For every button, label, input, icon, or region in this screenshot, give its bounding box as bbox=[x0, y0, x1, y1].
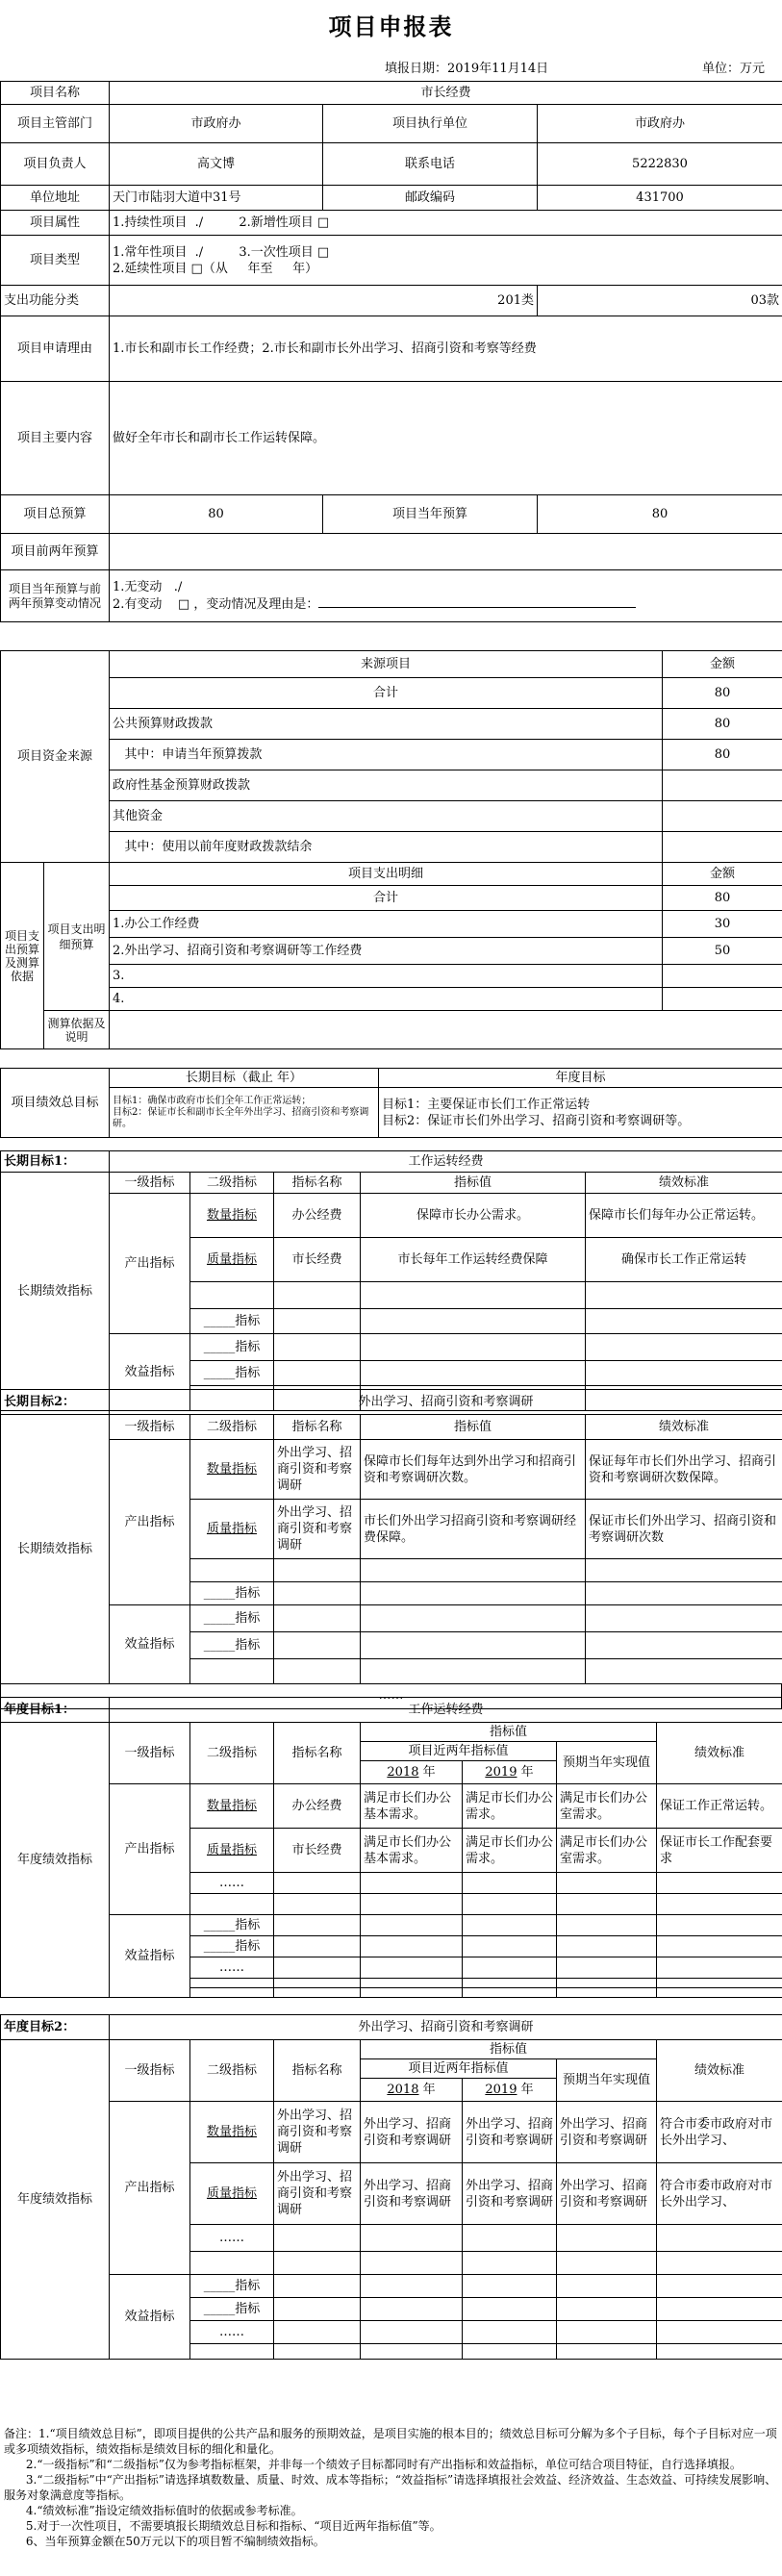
qual-indicator: 质量指标 bbox=[190, 1500, 274, 1559]
total-budget-label: 项目总预算 bbox=[1, 495, 110, 534]
nian: 年 bbox=[422, 2083, 436, 2097]
addr-label: 单位地址 bbox=[1, 186, 110, 211]
cell: 满足市长们办公基本需求。 bbox=[361, 1784, 463, 1829]
h-year-2018 bbox=[361, 1761, 463, 1784]
benefit-indicator: 效益指标 bbox=[110, 1334, 190, 1411]
funding-row: 其中：使用以前年度财政拨款结余 bbox=[110, 832, 663, 863]
funding-amount bbox=[663, 801, 782, 832]
nian: 年 bbox=[422, 1765, 436, 1780]
cell: 外出学习、招商引资和考察调研 bbox=[361, 2102, 463, 2163]
expense-row: 1.办公工作经费 bbox=[110, 911, 663, 938]
h-level2: 二级指标 bbox=[190, 1415, 274, 1440]
func-kuan: 03款 bbox=[538, 286, 782, 316]
h-year-2019 bbox=[463, 1761, 557, 1784]
type-value bbox=[110, 236, 782, 286]
long-goal-1: 目标1：确保市政府市长们全年工作正常运转； bbox=[113, 1095, 312, 1106]
year-goal-2: 目标2：保证市长们外出学习、招商引资和考察调研等。 bbox=[382, 1113, 691, 1128]
cell: 保障市长们每年达到外出学习和招商引资和考察调研次数。 bbox=[361, 1440, 586, 1500]
h-value: 指标值 bbox=[361, 2040, 657, 2059]
h-expect: 预期当年实现值 bbox=[557, 2059, 657, 2102]
funding-row: 其中：申请当年预算拨款 bbox=[110, 740, 663, 770]
year-2018: 2018 bbox=[387, 2083, 419, 2097]
blank-indicator: _____指标 bbox=[190, 1632, 274, 1659]
output-indicator: 产出指标 bbox=[110, 2102, 190, 2275]
qty-indicator: 数量指标 bbox=[190, 1194, 274, 1238]
h-level2: 二级指标 bbox=[190, 1173, 274, 1194]
leader-label: 项目负责人 bbox=[1, 143, 110, 186]
h-standard: 绩效标准 bbox=[657, 2040, 782, 2102]
h-indicator-name: 指标名称 bbox=[274, 1723, 361, 1784]
expense-amount bbox=[663, 965, 782, 988]
project-name-value: 市长经费 bbox=[110, 82, 782, 105]
cell: 外出学习、招商引资和考察调研 bbox=[463, 2163, 557, 2225]
cell: 满足市长们办公基本需求。 bbox=[361, 1829, 463, 1873]
qty-indicator: 数量指标 bbox=[190, 2102, 274, 2163]
cell: 外出学习、招商引资和考察调研 bbox=[361, 2163, 463, 2225]
h-standard: 绩效标准 bbox=[586, 1173, 782, 1194]
funding-row: 公共预算财政拨款 bbox=[110, 709, 663, 740]
content-value: 做好全年市长和副市长工作运转保障。 bbox=[110, 382, 782, 495]
expense-table bbox=[0, 862, 782, 1049]
goals-table bbox=[0, 1068, 782, 1138]
funding-amount: 80 bbox=[663, 678, 782, 709]
ellipsis: …… bbox=[190, 1873, 274, 1894]
cell: 市长经费 bbox=[274, 1829, 361, 1873]
zip-label: 邮政编码 bbox=[323, 186, 538, 211]
benefit-indicator: 效益指标 bbox=[110, 2275, 190, 2360]
h-level1: 一级指标 bbox=[110, 2040, 190, 2102]
cell: 外出学习、招商引资和考察调研 bbox=[463, 2102, 557, 2163]
h-standard: 绩效标准 bbox=[657, 1723, 782, 1784]
expense-row: 2.外出学习、招商引资和考察调研等工作经费 bbox=[110, 938, 663, 965]
year-2018: 2018 bbox=[387, 1765, 419, 1780]
long-goal-1-name: 工作运转经费 bbox=[110, 1151, 782, 1173]
qual-indicator: 质量指标 bbox=[190, 1238, 274, 1282]
funding-head-amount: 金额 bbox=[663, 651, 782, 678]
note-2: 2.“一级指标”和“二级指标”仅为参考指标框架，并非每一个绩效子目标都同时有产出指标和效益指标，单位可结合项目特征，自行选择填报。 bbox=[4, 2458, 742, 2471]
cell: 外出学习、招商引资和考察调研 bbox=[274, 1440, 361, 1500]
cell: 满足市长们办公室需求。 bbox=[557, 1829, 657, 1873]
h-standard: 绩效标准 bbox=[586, 1415, 782, 1440]
year-goal-1-side: 年度绩效指标 bbox=[1, 1723, 110, 1998]
blank-indicator: _____指标 bbox=[190, 1582, 274, 1605]
note-1: 备注：1.“项目绩效总目标”，即项目提供的公共产品和服务的预期效益，是项目实施的根本目的；绩效总目标可分解为多个子目标，每个子目标对应一项或多项绩效指标，绩效指标是绩效目标的细化和量化。 bbox=[4, 2427, 777, 2456]
exec-value: 市政府办 bbox=[538, 105, 782, 143]
fill-date: 填报日期：2019年11月14日 bbox=[385, 62, 549, 76]
benefit-indicator: 效益指标 bbox=[110, 1605, 190, 1684]
year-goal-head: 年度目标 bbox=[379, 1069, 782, 1088]
long-goal-2-side: 长期绩效指标 bbox=[1, 1415, 110, 1684]
cell: 市长们外出学习招商引资和考察调研经费保障。 bbox=[361, 1500, 586, 1559]
year-goal-1: 目标1：主要保证市长们工作正常运转 bbox=[382, 1097, 591, 1112]
year-goal-2-name: 外出学习、招商引资和考察调研 bbox=[110, 2015, 782, 2040]
expense-row: 3. bbox=[110, 965, 663, 988]
expense-sub-label: 项目支出明细预算 bbox=[44, 863, 110, 1011]
cell: 市长每年工作运转经费保障 bbox=[361, 1238, 586, 1282]
cell: 保证市长们外出学习、招商引资和考察调研次数 bbox=[586, 1500, 782, 1559]
output-indicator: 产出指标 bbox=[110, 1440, 190, 1605]
change-reason-blank bbox=[318, 595, 636, 608]
h-value: 指标值 bbox=[361, 1723, 657, 1742]
qual-indicator: 质量指标 bbox=[190, 1829, 274, 1873]
long-goal-2-name: 外出学习、招商引资和考察调研 bbox=[110, 1390, 782, 1415]
year-goal-1-table bbox=[0, 1697, 782, 1998]
cell: 保障市长们每年办公正常运转。 bbox=[586, 1194, 782, 1238]
h-expect: 预期当年实现值 bbox=[557, 1742, 657, 1784]
funding-amount: 80 bbox=[663, 709, 782, 740]
note-4: 4.“绩效标准”指设定绩效指标值时的依据或参考标准。 bbox=[4, 2504, 303, 2517]
blank-indicator: _____指标 bbox=[190, 2275, 274, 2298]
cell: 保证工作正常运转。 bbox=[657, 1784, 782, 1829]
cell: 保障市长办公需求。 bbox=[361, 1194, 586, 1238]
long-goal-1-side: 长期绩效指标 bbox=[1, 1173, 110, 1411]
benefit-indicator: 效益指标 bbox=[110, 1915, 190, 1998]
long-goal-1-table bbox=[0, 1150, 782, 1411]
year-goal-text bbox=[379, 1088, 782, 1138]
h-level1: 一级指标 bbox=[110, 1723, 190, 1784]
long-goal-1-head: 长期目标1： bbox=[1, 1151, 110, 1173]
blank-indicator: _____指标 bbox=[190, 2298, 274, 2321]
change-line-2 bbox=[113, 595, 779, 613]
long-goal-2-table bbox=[0, 1389, 782, 1684]
blank-indicator: _____指标 bbox=[190, 1309, 274, 1334]
change-line-1: 1.无变动 ./ bbox=[113, 580, 183, 594]
cell: 外出学习、招商引资和考察调研 bbox=[557, 2102, 657, 2163]
goals-label: 项目绩效总目标 bbox=[1, 1069, 110, 1138]
output-indicator: 产出指标 bbox=[110, 1784, 190, 1915]
cell: 外出学习、招商引资和考察调研 bbox=[274, 1500, 361, 1559]
h-level2: 二级指标 bbox=[190, 1723, 274, 1784]
cell: 外出学习、招商引资和考察调研 bbox=[274, 2102, 361, 2163]
expense-amount: 30 bbox=[663, 911, 782, 938]
blank-indicator: _____指标 bbox=[190, 1361, 274, 1386]
nian: 年 bbox=[520, 1765, 534, 1780]
cell: 满足市长们办公需求。 bbox=[463, 1784, 557, 1829]
h-year-2019 bbox=[463, 2079, 557, 2102]
expense-amount: 80 bbox=[663, 886, 782, 911]
func-class: 201类 bbox=[110, 286, 538, 316]
change-line-2-text: 2.有变动 □ ，变动情况及理由是： bbox=[113, 597, 319, 612]
expense-head-detail: 项目支出明细 bbox=[110, 863, 663, 886]
expense-row: 合计 bbox=[110, 886, 663, 911]
notes bbox=[4, 2426, 778, 2549]
year-goal-2-side: 年度绩效指标 bbox=[1, 2040, 110, 2360]
type-line-2: 2.延续性项目 □（从 年至 年） bbox=[113, 261, 318, 276]
change-label: 项目当年预算与前两年预算变动情况 bbox=[1, 570, 110, 622]
func-label: 支出功能分类 bbox=[1, 286, 110, 316]
h-level1: 一级指标 bbox=[110, 1173, 190, 1194]
funding-amount: 80 bbox=[663, 740, 782, 770]
ellipsis: …… bbox=[190, 1957, 274, 1979]
calc-basis-label: 测算依据及说明 bbox=[44, 1011, 110, 1049]
phone-value: 5222830 bbox=[538, 143, 782, 186]
total-budget-value: 80 bbox=[110, 495, 323, 534]
h-year-2018 bbox=[361, 2079, 463, 2102]
nian: 年 bbox=[520, 2083, 534, 2097]
type-line-1: 1.常年性项目 ./ 3.一次性项目 □ bbox=[113, 244, 330, 260]
funding-row: 政府性基金预算财政拨款 bbox=[110, 770, 663, 801]
cell: 保证每年市长们外出学习、招商引资和考察调研次数保障。 bbox=[586, 1440, 782, 1500]
blank-indicator: _____指标 bbox=[190, 1936, 274, 1957]
funding-label: 项目资金来源 bbox=[1, 651, 110, 863]
h-recent: 项目近两年指标值 bbox=[361, 2059, 557, 2079]
blank-indicator: _____指标 bbox=[190, 1605, 274, 1632]
note-3: 3.“二级指标”中“产出指标”请选择填数数量、质量、时效、成本等指标；“效益指标”请选择填报社会效益、经济效益、生态效益、可持续发展影响、服务对象满意度等指标。 bbox=[4, 2473, 777, 2502]
blank-indicator: _____指标 bbox=[190, 1915, 274, 1936]
funding-row: 其他资金 bbox=[110, 801, 663, 832]
h-indicator-value: 指标值 bbox=[361, 1173, 586, 1194]
dept-label: 项目主管部门 bbox=[1, 105, 110, 143]
year-2019: 2019 bbox=[485, 2083, 517, 2097]
h-indicator-value: 指标值 bbox=[361, 1415, 586, 1440]
reason-label: 项目申请理由 bbox=[1, 316, 110, 382]
cell: 外出学习、招商引资和考察调研 bbox=[557, 2163, 657, 2225]
qty-indicator: 数量指标 bbox=[190, 1440, 274, 1500]
h-indicator-name: 指标名称 bbox=[274, 1415, 361, 1440]
long-goal-head: 长期目标（截止 年） bbox=[110, 1069, 379, 1088]
phone-label: 联系电话 bbox=[323, 143, 538, 186]
cell: 确保市长工作正常运转 bbox=[586, 1238, 782, 1282]
long-goal-text bbox=[110, 1088, 379, 1138]
basic-info-table bbox=[0, 81, 782, 622]
h-recent: 项目近两年指标值 bbox=[361, 1742, 557, 1761]
cell: 满足市长们办公需求。 bbox=[463, 1829, 557, 1873]
leader-value: 高文博 bbox=[110, 143, 323, 186]
long-goal-2-head: 长期目标2： bbox=[1, 1390, 110, 1415]
content-label: 项目主要内容 bbox=[1, 382, 110, 495]
calc-basis-value bbox=[110, 1011, 782, 1049]
funding-amount bbox=[663, 832, 782, 863]
h-indicator-name: 指标名称 bbox=[274, 2040, 361, 2102]
year-goal-2-head: 年度目标2： bbox=[1, 2015, 110, 2040]
cell: 满足市长们办公室需求。 bbox=[557, 1784, 657, 1829]
long-goal-2: 目标2：保证市长和副市长全年外出学习、招商引资和考察调研。 bbox=[113, 1106, 369, 1129]
funding-head-source: 来源项目 bbox=[110, 651, 663, 678]
attr-value: 1.持续性项目 ./ 2.新增性项目 □ bbox=[110, 211, 782, 236]
exec-label: 项目执行单位 bbox=[323, 105, 538, 143]
cell: 符合市委市政府对市长外出学习、 bbox=[657, 2163, 782, 2225]
project-name-label: 项目名称 bbox=[1, 82, 110, 105]
year-goal-2-table bbox=[0, 2014, 782, 2360]
attr-label: 项目属性 bbox=[1, 211, 110, 236]
year-goal-1-head: 年度目标1： bbox=[1, 1698, 110, 1723]
prev2-budget-label: 项目前两年预算 bbox=[1, 534, 110, 570]
expense-label: 项目支出预算及测算依据 bbox=[1, 863, 44, 1049]
note-5: 5.对于一次性项目，不需要填报长期绩效总目标和指标、“项目近两年指标值”等。 bbox=[4, 2519, 441, 2533]
expense-head-amount: 金额 bbox=[663, 863, 782, 886]
note-6: 6、当年预算金额在50万元以下的项目暂不编制绩效指标。 bbox=[4, 2535, 325, 2548]
reason-value: 1.市长和副市长工作经费；2.市长和副市长外出学习、招商引资和考察等经费 bbox=[110, 316, 782, 382]
funding-amount bbox=[663, 770, 782, 801]
cell: 外出学习、招商引资和考察调研 bbox=[274, 2163, 361, 2225]
zip-value: 431700 bbox=[538, 186, 782, 211]
funding-table bbox=[0, 650, 782, 863]
funding-row: 合计 bbox=[110, 678, 663, 709]
h-level1: 一级指标 bbox=[110, 1415, 190, 1440]
unit-label: 单位：万元 bbox=[702, 62, 766, 76]
expense-amount: 50 bbox=[663, 938, 782, 965]
cell: 市长经费 bbox=[274, 1238, 361, 1282]
dept-value: 市政府办 bbox=[110, 105, 323, 143]
cell: 保证市长工作配套要求 bbox=[657, 1829, 782, 1873]
output-indicator: 产出指标 bbox=[110, 1194, 190, 1334]
expense-row: 4. bbox=[110, 988, 663, 1011]
ellipsis: …… bbox=[190, 2321, 274, 2344]
year-goal-1-name: 工作运转经费 bbox=[110, 1698, 782, 1723]
year-2019: 2019 bbox=[485, 1765, 517, 1780]
blank-indicator: _____指标 bbox=[190, 1334, 274, 1361]
cell: 办公经费 bbox=[274, 1194, 361, 1238]
change-value bbox=[110, 570, 782, 622]
type-label: 项目类型 bbox=[1, 236, 110, 286]
page-title: 项目申报表 bbox=[328, 13, 454, 40]
cell: 办公经费 bbox=[274, 1784, 361, 1829]
qual-indicator: 质量指标 bbox=[190, 2163, 274, 2225]
h-level2: 二级指标 bbox=[190, 2040, 274, 2102]
qty-indicator: 数量指标 bbox=[190, 1784, 274, 1829]
year-budget-value: 80 bbox=[538, 495, 782, 534]
cell: 符合市委市政府对市长外出学习、 bbox=[657, 2102, 782, 2163]
ellipsis: …… bbox=[1, 1683, 782, 1708]
prev2-budget-value bbox=[110, 534, 782, 570]
expense-amount bbox=[663, 988, 782, 1011]
ellipsis: …… bbox=[190, 2225, 274, 2252]
addr-value: 天门市陆羽大道中31号 bbox=[110, 186, 323, 211]
h-indicator-name: 指标名称 bbox=[274, 1173, 361, 1194]
year-budget-label: 项目当年预算 bbox=[323, 495, 538, 534]
